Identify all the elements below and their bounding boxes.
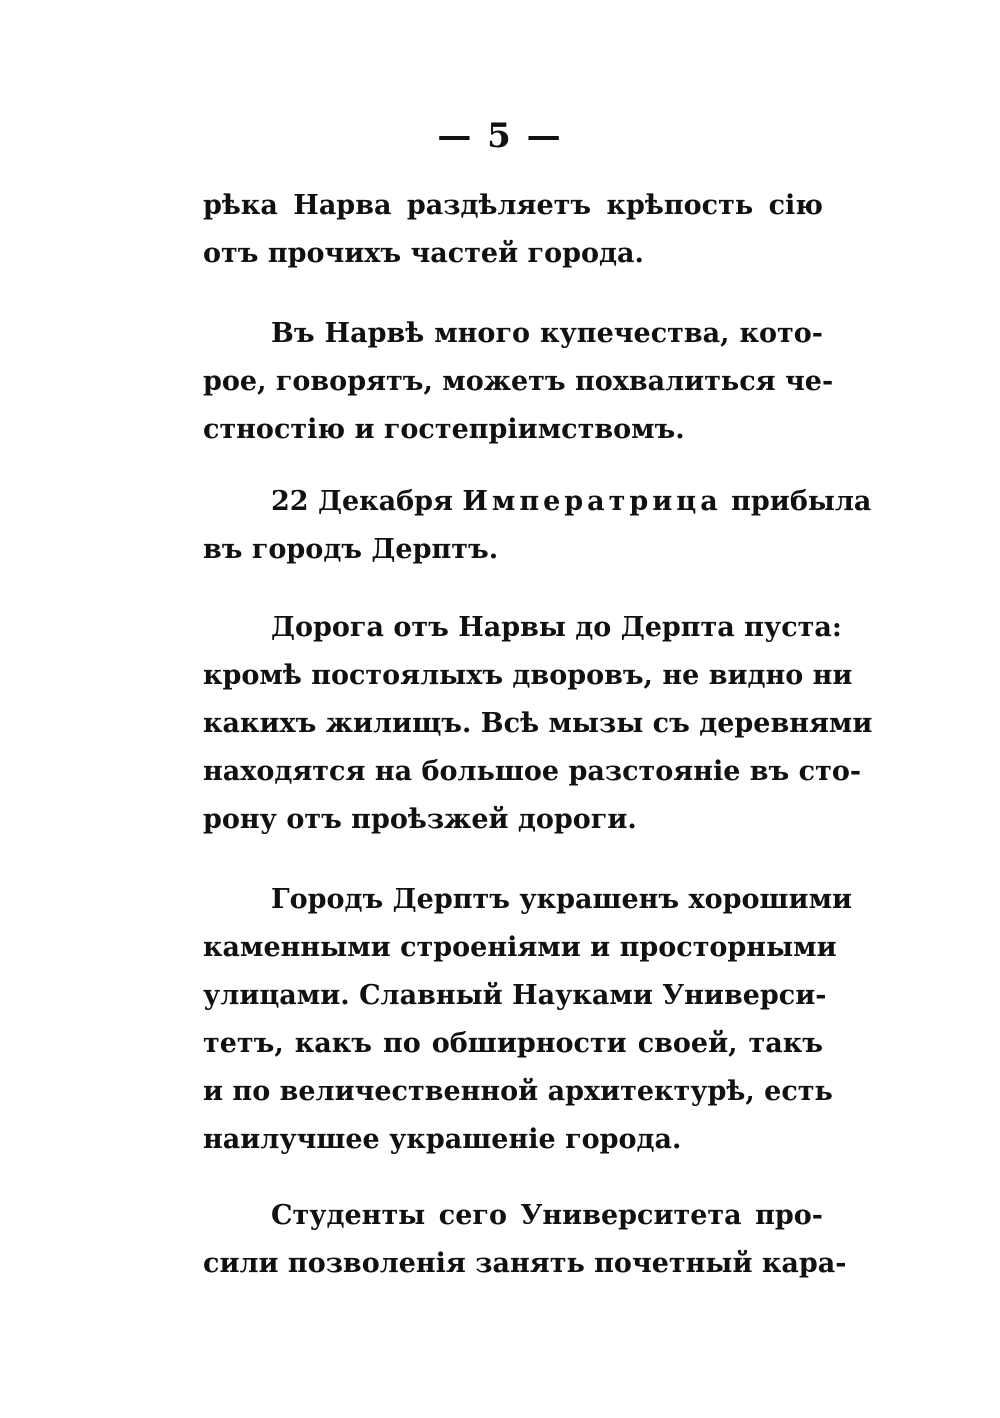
text-line: Студенты сего Университета про- bbox=[271, 1200, 823, 1231]
text-line: наилучшее украшеніе города. bbox=[203, 1124, 682, 1155]
text-line: Въ Нарвѣ много купечества, кото- bbox=[271, 318, 823, 349]
paragraph-4 bbox=[203, 604, 873, 844]
text-line: Дорога отъ Нарвы до Дерпта пуста: bbox=[271, 612, 842, 643]
paragraph-6 bbox=[203, 1192, 847, 1288]
text-line: какихъ жилищъ. Всѣ мызы съ деревнями bbox=[203, 708, 873, 739]
paragraph-3 bbox=[203, 478, 872, 574]
text-line: и по величественной архитектурѣ, есть bbox=[203, 1076, 833, 1107]
paragraph-5 bbox=[203, 876, 853, 1164]
text-line: отъ прочихъ частей города. bbox=[203, 238, 644, 269]
empress-title: Императрица bbox=[462, 486, 722, 517]
text-line: улицами. Славный Науками Универси- bbox=[203, 980, 827, 1011]
page-number: — 5 — bbox=[437, 116, 563, 156]
paragraph-2 bbox=[203, 310, 834, 454]
text-line: тетъ, какъ по обширности своей, такъ bbox=[203, 1028, 823, 1059]
text-line: каменными строеніями и просторными bbox=[203, 932, 837, 963]
text-line: рое, говорятъ, можетъ похвалиться че- bbox=[203, 366, 834, 397]
text-line: въ городъ Дерптъ. bbox=[203, 534, 499, 565]
text-line: рону отъ проѣзжей дороги. bbox=[203, 804, 637, 835]
date-text: 22 Декабря bbox=[271, 486, 463, 517]
arrival-text: прибыла bbox=[721, 486, 872, 517]
text-line: стностію и гостепріимствомъ. bbox=[203, 414, 685, 445]
text-line: сили позволенія занять почетный кара- bbox=[203, 1248, 847, 1279]
text-line: рѣка Нарва раздѣляетъ крѣпость сію bbox=[203, 190, 823, 221]
text-line: находятся на большое разстояніе въ сто- bbox=[203, 756, 862, 787]
text-line: кромѣ постоялыхъ дворовъ, не видно ни bbox=[203, 660, 853, 691]
text-line bbox=[203, 478, 872, 526]
text-line: Городъ Дерптъ украшенъ хорошими bbox=[271, 884, 853, 915]
paragraph-1 bbox=[203, 182, 823, 278]
